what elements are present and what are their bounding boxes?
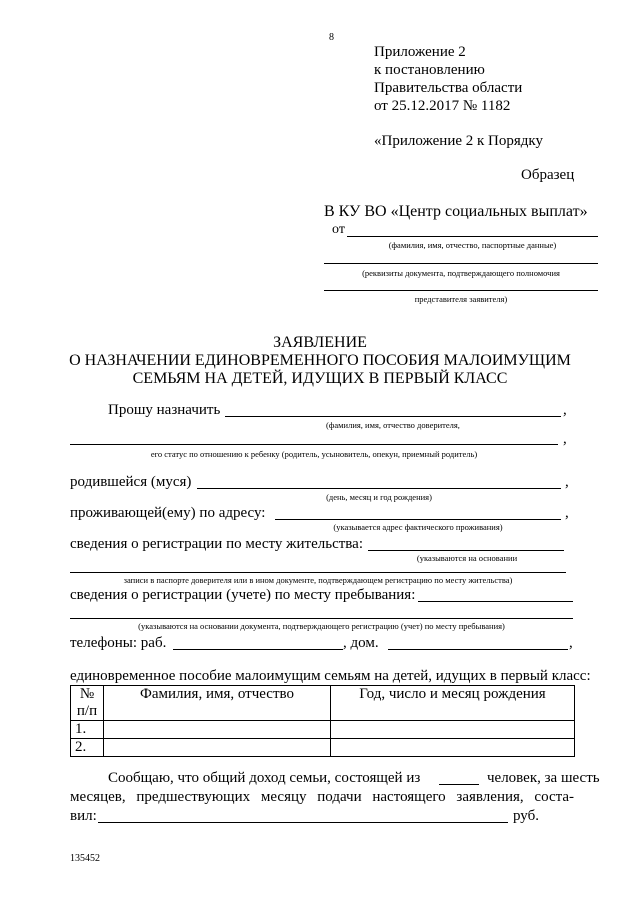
- table-header-row: [71, 686, 575, 721]
- table-row: [71, 721, 575, 739]
- children-table: [70, 685, 575, 757]
- income-text-2: человек, за шесть: [487, 770, 600, 786]
- appendix-line-2: к постановлению: [374, 62, 485, 78]
- income-text-1: Сообщаю, что общий доход семьи, состоящей из: [108, 770, 421, 786]
- born-line: [197, 488, 561, 489]
- appendix-line-3: Правительства области: [374, 80, 523, 96]
- table-intro: единовременное пособие малоимущим семьям на детей, идущих в первый класс:: [70, 668, 591, 684]
- status-comma: ,: [563, 431, 567, 447]
- born-comma: ,: [565, 474, 569, 490]
- stay-line: [418, 601, 573, 602]
- hint-born: (день, месяц и год рождения): [326, 492, 432, 502]
- hint-stay: (указываются на основании документа, подтверждающего регистрацию (учет) по месту пребывания): [138, 621, 505, 631]
- requisites-line-2: [324, 290, 598, 291]
- page-number: 8: [329, 32, 334, 43]
- work-phone-line: [173, 649, 343, 650]
- request-label: Прошу назначить: [108, 402, 221, 418]
- table-row: [71, 739, 575, 757]
- income-line: [98, 822, 508, 823]
- addressee-from-label: от: [332, 222, 345, 237]
- address-comma: ,: [565, 505, 569, 521]
- footer-code: 135452: [70, 853, 100, 864]
- hint-address: (указывается адрес фактического проживания): [333, 522, 503, 532]
- title-line-1: ЗАЯВЛЕНИЕ: [273, 334, 367, 351]
- requisites-line: [324, 263, 598, 264]
- header-birth: Год, число и месяц рождения: [331, 686, 575, 721]
- request-line: [225, 416, 561, 417]
- row-num: 1.: [71, 721, 104, 739]
- registration-label: сведения о регистрации по месту жительства:: [70, 536, 363, 552]
- home-label: , дом.: [343, 635, 379, 651]
- registration-line-2: [70, 572, 566, 573]
- phones-comma: ,: [569, 635, 573, 651]
- appendix-line-4: от 25.12.2017 № 1182: [374, 98, 511, 114]
- request-comma: ,: [563, 402, 567, 418]
- hint-trustor: (фамилия, имя, отчество доверителя,: [326, 420, 460, 430]
- hint-name: (фамилия, имя, отчество, паспортные данные): [388, 240, 557, 250]
- appendix-line-5: «Приложение 2 к Порядку: [374, 133, 543, 149]
- address-label: проживающей(ему) по адресу:: [70, 505, 266, 521]
- phones-label: телефоны: раб.: [70, 635, 167, 651]
- hint-requisites-2: представителя заявителя): [414, 294, 508, 304]
- home-phone-line: [388, 649, 568, 650]
- row-birth: [331, 739, 575, 757]
- row-birth: [331, 721, 575, 739]
- header-name: Фамилия, имя, отчество: [104, 686, 331, 721]
- addressee-to: В КУ ВО «Центр социальных выплат»: [324, 203, 588, 220]
- row-num: 2.: [71, 739, 104, 757]
- family-size-line: [439, 784, 479, 785]
- appendix-line-1: Приложение 2: [374, 44, 466, 60]
- stay-label: сведения о регистрации (учете) по месту пребывания:: [70, 587, 416, 603]
- registration-line: [368, 550, 564, 551]
- stay-line-2: [70, 618, 573, 619]
- title-line-3: СЕМЬЯМ НА ДЕТЕЙ, ИДУЩИХ В ПЕРВЫЙ КЛАСС: [132, 370, 508, 387]
- row-name: [104, 721, 331, 739]
- title-line-2: О НАЗНАЧЕНИИ ЕДИНОВРЕМЕННОГО ПОСОБИЯ МАЛОИМУЩИМ: [69, 352, 571, 369]
- hint-registration-1: (указываются на основании: [416, 553, 518, 563]
- sample-label: Образец: [521, 167, 575, 183]
- currency-label: руб.: [513, 808, 539, 824]
- address-line: [275, 519, 561, 520]
- born-label: родившейся (муся): [70, 474, 192, 490]
- income-text-3: месяцев, предшествующих месяцу подачи настоящего заявления, соста-: [70, 789, 574, 805]
- header-num: № п/п: [71, 686, 104, 721]
- income-text-4: вил:: [70, 808, 97, 824]
- hint-registration-2: записи в паспорте доверителя или в ином документе, подтверждающем регистрацию по месту жительства): [123, 575, 513, 585]
- row-name: [104, 739, 331, 757]
- status-line: [70, 444, 558, 445]
- hint-requisites-1: (реквизиты документа, подтверждающего полномочия: [362, 268, 560, 278]
- from-line: [347, 236, 598, 237]
- hint-status: его статус по отношению к ребенку (родитель, усыновитель, опекун, приемный родитель): [150, 449, 478, 459]
